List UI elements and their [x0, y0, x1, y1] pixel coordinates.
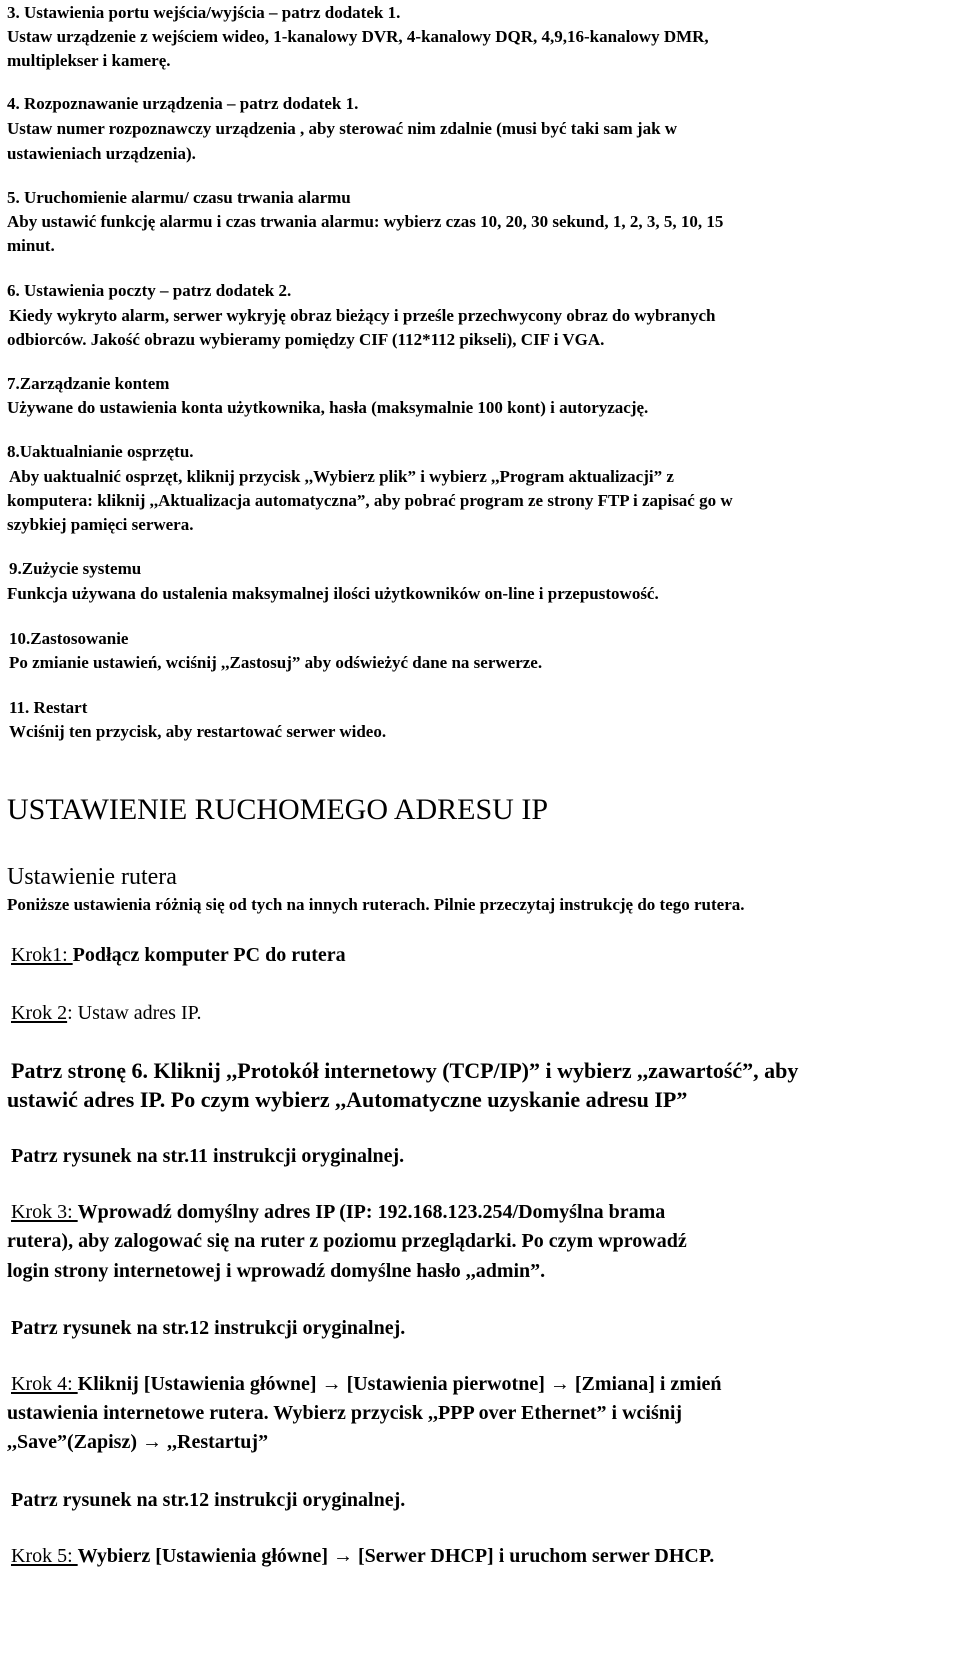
section-4-text: ustawieniach urządzenia). [7, 144, 196, 163]
section-3-title: 3. Ustawienia portu wejścia/wyjścia – patrz dodatek 1. [7, 3, 401, 22]
section-11-text: Wciśnij ten przycisk, aby restartować serwer wideo. [9, 722, 387, 741]
section-6-title: 6. Ustawienia poczty – patrz dodatek 2. [7, 281, 292, 300]
step-1-text: Podłącz komputer PC do rutera [72, 944, 346, 966]
step-1 [11, 945, 346, 965]
step-3-text: rutera), aby zalogować się na ruter z poziomu przeglądarki. Po czym wprowadź [7, 1230, 687, 1252]
subheading: Ustawienie rutera [7, 864, 177, 890]
section-10-title: 10.Zastosowanie [9, 629, 129, 648]
step-4 [11, 1374, 722, 1394]
step-2-ref: Patrz rysunek na str.11 instrukcji oryginalnej. [11, 1145, 405, 1167]
step-4-label: Krok 4: [11, 1373, 78, 1395]
section-5-text: Aby ustawić funkcję alarmu i czas trwania alarmu: wybierz czas 10, 20, 30 sekund, 1, 2, 3, 5, 10, 15 [7, 212, 724, 231]
section-4-text: Ustaw numer rozpoznawczy urządzenia , aby sterować nim zdalnie (musi być taki sam jak w [7, 119, 678, 138]
step-4-text: ustawienia internetowe rutera. Wybierz przycisk ,,PPP over Ethernet” i wciśnij [7, 1402, 683, 1424]
section-8-text: komputera: kliknij ,,Aktualizacja automatyczna”, aby pobrać program ze strony FTP i zapisać go w [7, 491, 733, 510]
step-2-detail: Patrz stronę 6. Kliknij ,,Protokół internetowy (TCP/IP)” i wybierz ,,zawartość”, aby [11, 1058, 799, 1083]
step-5 [11, 1546, 714, 1566]
step-5-text: Wybierz [Ustawienia główne] → [Serwer DHCP] i uruchom serwer DHCP. [77, 1545, 715, 1567]
section-11-title: 11. Restart [9, 698, 88, 717]
step-2 [11, 1003, 202, 1023]
section-7-text: Używane do ustawienia konta użytkownika, hasła (maksymalnie 100 kont) i autoryzację. [7, 398, 649, 417]
section-5-text: minut. [7, 236, 55, 255]
step-1-label: Krok1: [11, 944, 73, 966]
section-9-text: Funkcja używana do ustalenia maksymalnej ilości użytkowników on-line i przepustowość. [7, 584, 659, 603]
section-4-title: 4. Rozpoznawanie urządzenia – patrz dodatek 1. [7, 94, 359, 113]
step-2-label: Krok 2 [11, 1002, 68, 1024]
section-8-text: Aby uaktualnić osprzęt, kliknij przycisk ,,Wybierz plik” i wybierz ,,Program aktualizacji” z [9, 467, 674, 486]
step-3-text: login strony internetowej i wprowadź domyślne hasło ,,admin”. [7, 1260, 546, 1282]
step-3 [11, 1202, 665, 1222]
step-2-detail: ustawić adres IP. Po czym wybierz ,,Automatyczne uzyskanie adresu IP” [7, 1087, 688, 1112]
step-3-text: Wprowadź domyślny adres IP (IP: 192.168.123.254/Domyślna brama [77, 1201, 666, 1223]
section-6-text: Kiedy wykryto alarm, serwer wykryję obraz bieżący i prześle przechwycony obraz do wybranych [9, 306, 716, 325]
section-3-text: Ustaw urządzenie z wejściem wideo, 1-kanalowy DVR, 4-kanalowy DQR, 4,9,16-kanalowy DMR, [7, 27, 709, 46]
section-6-text: odbiorców. Jakość obrazu wybieramy pomiędzy CIF (112*112 pikseli), CIF i VGA. [7, 330, 605, 349]
step-3-ref: Patrz rysunek na str.12 instrukcji oryginalnej. [11, 1317, 406, 1339]
section-8-text: szybkiej pamięci serwera. [7, 515, 194, 534]
section-7-title: 7.Zarządzanie kontem [7, 374, 170, 393]
step-4-ref: Patrz rysunek na str.12 instrukcji oryginalnej. [11, 1489, 406, 1511]
section-10-text: Po zmianie ustawień, wciśnij ,,Zastosuj” aby odświeżyć dane na serwerze. [9, 653, 543, 672]
step-4-text: ,,Save”(Zapisz) → ,,Restartuj” [7, 1431, 269, 1453]
step-2-text: : Ustaw adres IP. [67, 1002, 202, 1024]
step-3-label: Krok 3: [11, 1201, 78, 1223]
section-3-text: multiplekser i kamerę. [7, 51, 171, 70]
page-heading: USTAWIENIE RUCHOMEGO ADRESU IP [7, 793, 549, 826]
intro-text: Poniższe ustawienia różnią się od tych na innych ruterach. Pilnie przeczytaj instrukcję do tego rutera. [7, 895, 745, 914]
step-4-text: Kliknij [Ustawienia główne] → [Ustawienia pierwotne] → [Zmiana] i zmień [77, 1373, 722, 1395]
section-5-title: 5. Uruchomienie alarmu/ czasu trwania alarmu [7, 188, 351, 207]
section-9-title: 9.Zużycie systemu [9, 559, 142, 578]
section-8-title: 8.Uaktualnianie osprzętu. [7, 442, 194, 461]
step-5-label: Krok 5: [11, 1545, 78, 1567]
